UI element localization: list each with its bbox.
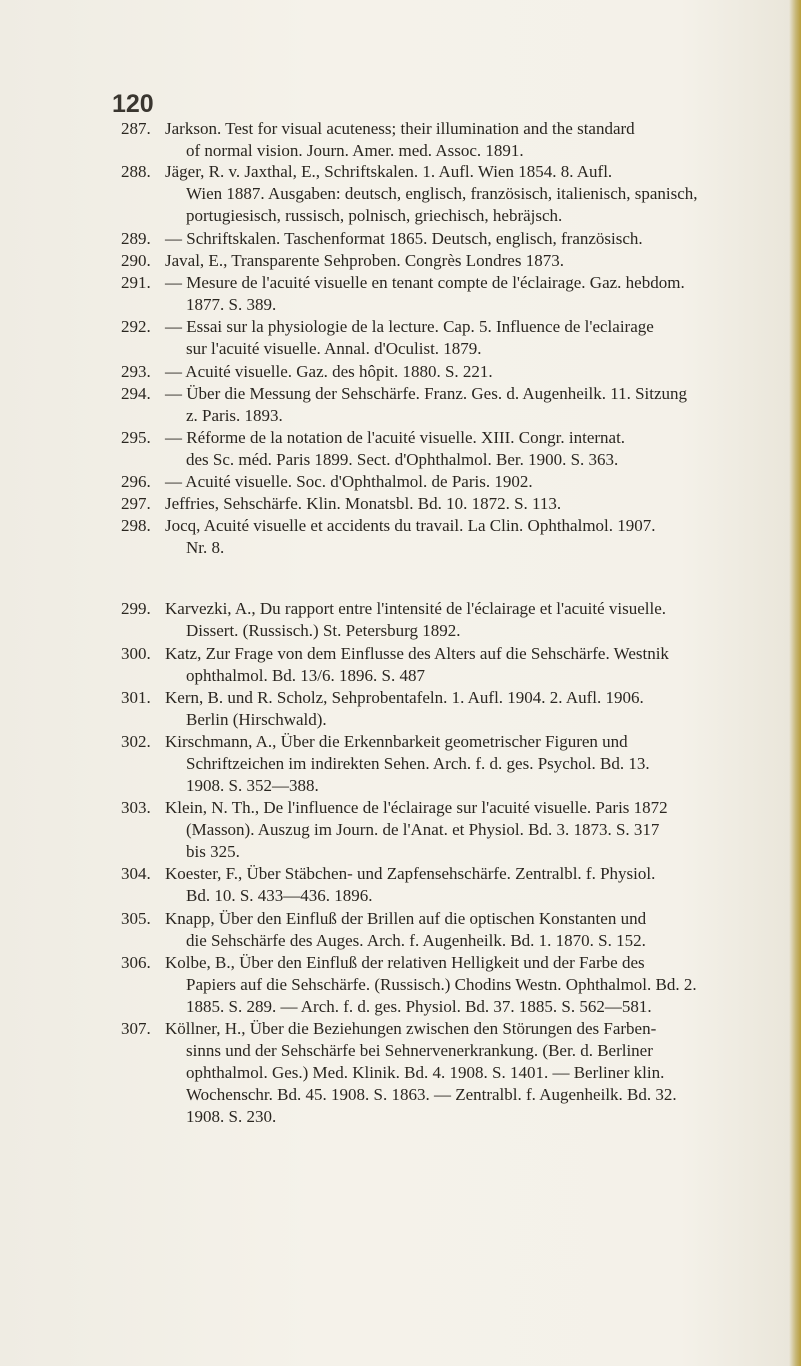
bibliography-entry [121,250,769,272]
bibliography-entry [121,1018,769,1128]
entry-line: Bd. 10. S. 433—436. 1896. [186,886,373,905]
bibliography-entry [121,471,769,493]
entry-line: Jarkson. Test for visual acuteness; their illumination and the standard [165,119,635,138]
bibliography-entry [121,908,769,952]
entry-number: 290. [121,251,151,270]
bibliography-entry [121,383,769,427]
entry-number: 291. [121,273,151,292]
entry-line: 1908. S. 352—388. [186,776,319,795]
entry-number: 293. [121,362,151,381]
entry-number: 302. [121,732,151,751]
bibliography-entry [121,515,769,559]
entry-line: ophthalmol. Bd. 13/6. 1896. S. 487 [186,666,425,685]
entry-line: Javal, E., Transparente Sehproben. Congrès Londres 1873. [165,251,564,270]
entry-line: sur l'acuité visuelle. Annal. d'Oculist. 1879. [186,339,482,358]
entry-line: Koester, F., Über Stäbchen- und Zapfensehschärfe. Zentralbl. f. Physiol. [165,864,656,883]
bibliography-entry [121,161,769,227]
entry-number: 307. [121,1019,151,1038]
entry-number: 287. [121,119,151,138]
entry-line: — Über die Messung der Sehschärfe. Franz. Ges. d. Augenheilk. 11. Sitzung [165,384,688,403]
entry-line: — Réforme de la notation de l'acuité visuelle. XIII. Congr. internat. [165,428,626,447]
entry-line: des Sc. méd. Paris 1899. Sect. d'Ophthalmol. Ber. 1900. S. 363. [186,450,619,469]
bibliography-entry [121,863,769,907]
entry-line: Papiers auf die Sehschärfe. (Russisch.) Chodins Westn. Ophthalmol. Bd. 2. [186,975,697,994]
entry-line: z. Paris. 1893. [186,406,283,425]
page-number: 120 [112,90,154,118]
bibliography-entry [121,361,769,383]
entry-line: — Schriftskalen. Taschenformat 1865. Deutsch, englisch, französisch. [165,229,643,248]
entry-number: 304. [121,864,151,883]
entry-number: 297. [121,494,151,513]
entry-line: Berlin (Hirschwald). [186,710,327,729]
entry-line: die Sehschärfe des Auges. Arch. f. Augenheilk. Bd. 1. 1870. S. 152. [186,931,646,950]
bibliography-entry [121,118,769,162]
entry-line: — Acuité visuelle. Soc. d'Ophthalmol. de Paris. 1902. [165,472,533,491]
bibliography-entry [121,493,769,515]
entry-line: Karvezki, A., Du rapport entre l'intensité de l'éclairage et l'acuité visuelle. [165,599,667,618]
entry-line: 1885. S. 289. — Arch. f. d. ges. Physiol. Bd. 37. 1885. S. 562—581. [186,997,652,1016]
entry-number: 303. [121,798,151,817]
page-edge [789,0,801,1366]
bibliography-entry [121,952,769,1018]
entry-line: Dissert. (Russisch.) St. Petersburg 1892. [186,621,461,640]
entry-line: Wien 1887. Ausgaben: deutsch, englisch, französisch, italienisch, spanisch, [186,184,698,203]
bibliography-entry [121,427,769,471]
entry-number: 306. [121,953,151,972]
entry-line: 1877. S. 389. [186,295,277,314]
entry-line: portugiesisch, russisch, polnisch, griechisch, hebräjsch. [186,206,563,225]
entry-line: 1908. S. 230. [186,1107,277,1126]
entry-line: Klein, N. Th., De l'influence de l'éclairage sur l'acuité visuelle. Paris 1872 [165,798,668,817]
entry-number: 296. [121,472,151,491]
entry-line: Kirschmann, A., Über die Erkennbarkeit geometrischer Figuren und [165,732,628,751]
entry-line: Katz, Zur Frage von dem Einflusse des Alters auf die Sehschärfe. Westnik [165,644,669,663]
entry-line: Kern, B. und R. Scholz, Sehprobentafeln. 1. Aufl. 1904. 2. Aufl. 1906. [165,688,644,707]
bibliography-entry [121,731,769,797]
entry-line: of normal vision. Journ. Amer. med. Assoc. 1891. [186,141,524,160]
entry-number: 299. [121,599,151,618]
entry-line: Jäger, R. v. Jaxthal, E., Schriftskalen. 1. Aufl. Wien 1854. 8. Aufl. [165,162,613,181]
entry-number: 305. [121,909,151,928]
entry-number: 294. [121,384,151,403]
entry-line: ophthalmol. Ges.) Med. Klinik. Bd. 4. 1908. S. 1401. — Berliner klin. [186,1063,665,1082]
entry-line: Nr. 8. [186,538,225,557]
bibliography-entry [121,797,769,863]
entry-line: Wochenschr. Bd. 45. 1908. S. 1863. — Zentralbl. f. Augenheilk. Bd. 32. [186,1085,677,1104]
entry-line: Schriftzeichen im indirekten Sehen. Arch. f. d. ges. Psychol. Bd. 13. [186,754,650,773]
entry-line: Knapp, Über den Einfluß der Brillen auf die optischen Konstanten und [165,909,647,928]
entry-number: 295. [121,428,151,447]
bibliography-entry [121,598,769,642]
bibliography-entry [121,228,769,250]
entry-line: — Essai sur la physiologie de la lecture. Cap. 5. Influence de l'eclairage [165,317,654,336]
entry-line: Jocq, Acuité visuelle et accidents du travail. La Clin. Ophthalmol. 1907. [165,516,656,535]
entry-line: sinns und der Sehschärfe bei Sehnervenerkrankung. (Ber. d. Berliner [186,1041,653,1060]
entry-line: — Acuité visuelle. Gaz. des hôpit. 1880. S. 221. [165,362,493,381]
entry-number: 301. [121,688,151,707]
entry-number: 289. [121,229,151,248]
entry-line: bis 325. [186,842,240,861]
bibliography-entry [121,316,769,360]
entry-line: Kolbe, B., Über den Einfluß der relativen Helligkeit und der Farbe des [165,953,645,972]
entry-line: Köllner, H., Über die Beziehungen zwischen den Störungen des Farben- [165,1019,657,1038]
entry-number: 292. [121,317,151,336]
bibliography-entry [121,272,769,316]
entry-line: — Mesure de l'acuité visuelle en tenant compte de l'éclairage. Gaz. hebdom. [165,273,685,292]
entry-number: 300. [121,644,151,663]
entry-line: (Masson). Auszug im Journ. de l'Anat. et Physiol. Bd. 3. 1873. S. 317 [186,820,660,839]
entry-number: 298. [121,516,151,535]
entry-line: Jeffries, Sehschärfe. Klin. Monatsbl. Bd. 10. 1872. S. 113. [165,494,562,513]
bibliography-entry [121,643,769,687]
bibliography-entry [121,687,769,731]
entry-number: 288. [121,162,151,181]
